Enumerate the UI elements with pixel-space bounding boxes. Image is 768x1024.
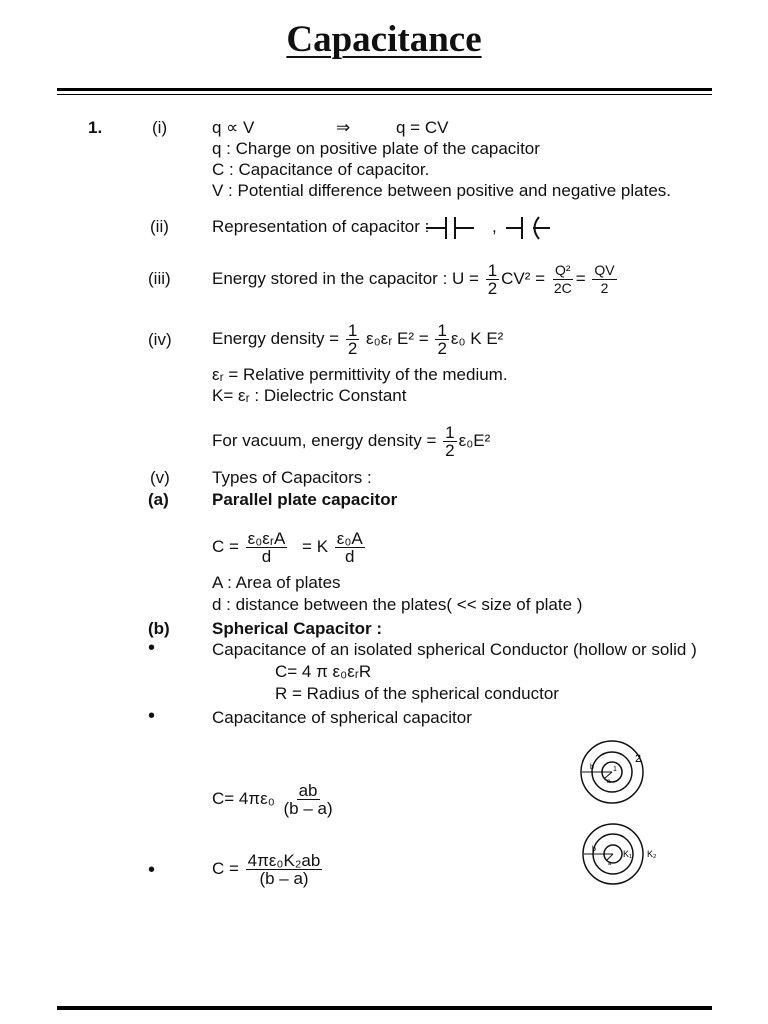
symbol-separator: , [492,217,497,236]
spherical-capacitor-diagram [580,740,660,806]
dielectric-formula-prefix: C = [212,859,239,878]
energy-density-expr2: ε₀ K E² [450,329,504,348]
fraction-4pie0k2ab: $\frac{\text{4πε₀K₂ab}}{(b - a)}$ [247,851,321,889]
fraction-e0erA-d: $\frac{\text{ε₀εᵣA}}{d}$ [247,529,286,567]
item-label-ii: (ii) [150,217,169,236]
spherical-capacitor-heading: Spherical Capacitor : [212,619,383,638]
item-label-a: (a) [148,490,169,509]
fraction-ab-b-a: $\frac{ab}{(b - a)}$ [283,781,333,819]
capacitor-symbol-icon [426,214,488,242]
top-rule-thin [57,94,712,95]
implies-symbol: ⇒ [336,118,351,137]
relation-left: q ∝ V [212,118,255,137]
definition-dielectric-constant: K= εᵣ : Dielectric Constant [212,386,407,405]
fig2-label-b: b [592,846,596,853]
definition-c: C : Capacitance of capacitor. [212,160,430,179]
fraction-half-c: $\frac{1}{2}$ [445,423,455,461]
page-title: Capacitance [286,19,482,60]
fig1-label-a: a [607,779,611,785]
definition-v: V : Potential difference between positive and negative plates. [212,181,671,200]
question-number: 1. [88,118,103,137]
definition-q: q : Charge on positive plate of the capacitor [212,139,540,158]
energy-stored-text: Energy stored in the capacitor : U = [212,269,479,288]
relation-right: q = CV [396,118,449,137]
fraction-half-b: $\frac{1}{2}$ [437,321,447,359]
types-of-capacitors: Types of Capacitors : [212,468,372,487]
parallel-plate-heading: Parallel plate capacitor [212,490,398,509]
cv-squared: CV² = [501,269,546,288]
vacuum-energy-density [212,416,490,466]
vacuum-text: For vacuum, energy density = [212,431,437,450]
fig1-label-b: b [590,764,594,771]
item-label-iv: (iv) [148,330,172,349]
capacitor-representation-text: Representation of capacitor : [212,217,430,236]
energy-density-text: Energy density = [212,329,340,348]
top-rule-thick [57,88,712,91]
vacuum-expr: ε₀E² [458,431,491,450]
spherical-formula-prefix: C= 4πε₀ [212,789,275,808]
spherical-capacitor-text: Capacitance of spherical capacitor [212,708,472,727]
parallel-plate-formula [212,524,367,570]
fig1-label-2: 2 [635,753,642,765]
parallel-c-prefix: C = [212,537,239,556]
fraction-q2-2c: $\frac{\text{Q²}}{2C}$ [553,262,572,297]
capacitor-symbol-curved-icon [506,214,556,242]
parallel-mid: = K [302,537,329,556]
dielectric-spherical-diagram [583,822,673,886]
fraction-qv-2: $\frac{QV}{2}$ [594,262,615,297]
item-label-iii: (iii) [148,269,171,288]
fraction-half-a: $\frac{1}{2}$ [347,321,358,359]
item-label-i: (i) [152,118,168,137]
fig2-label-k1: K₁ [623,849,633,859]
bullet-1: • [148,637,156,659]
definition-radius: R = Radius of the spherical conductor [275,684,559,703]
isolated-sphere-formula: C= 4 π ε₀εᵣR [275,662,372,681]
bullet-3: • [148,859,156,881]
fraction-half: $\frac{1}{2}$ [487,261,498,299]
equals-sign: = [575,269,586,288]
bottom-rule [57,1006,712,1010]
fig1-label-1: 1 [613,766,617,773]
fig2-label-k2: K₂ [647,849,657,859]
spherical-formula [212,776,337,822]
energy-stored-formula [212,254,619,304]
definition-distance: d : distance between the plates( << size of plate ) [212,595,583,614]
definition-relative-permittivity: εᵣ = Relative permittivity of the medium. [212,365,508,384]
dielectric-spherical-formula [212,846,324,892]
item-label-v: (v) [150,468,170,487]
fraction-e0A-d: $\frac{\text{ε₀A}}{d}$ [336,529,363,567]
item-label-b: (b) [148,619,170,638]
fig2-label-a: a [608,861,612,867]
bullet-2: • [148,705,156,727]
energy-density-expr1: ε₀εᵣ E² = [366,329,429,348]
energy-density-formula [212,314,503,364]
definition-area: A : Area of plates [212,573,341,592]
isolated-sphere-text: Capacitance of an isolated spherical Conductor (hollow or solid ) [212,640,697,659]
